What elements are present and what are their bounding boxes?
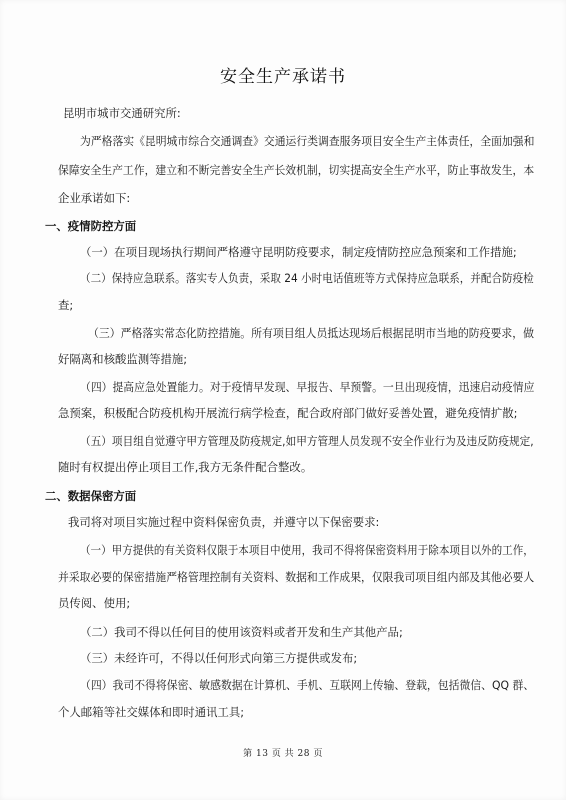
data-security-intro: 我司将对项目实施过程中资料保密负责，并遵守以下保密要求:: [68, 515, 380, 529]
epidemic-item-5-line-1: （五）项目组自觉遵守甲方管理及防疫规定,如甲方管理人员发现不安全作业行为及违反防疫规定,: [80, 434, 534, 448]
data-item-1-line-3: 员传阅、使用;: [58, 596, 131, 610]
epidemic-item-3-line-2: 好隔离和核酸监测等措施;: [58, 352, 188, 366]
epidemic-item-2-line-2: 查;: [58, 298, 74, 312]
intro-line-1: 为严格落实《昆明城市综合交通调查》交通运行类调查服务项目安全生产主体责任，全面加强和: [80, 134, 535, 148]
data-item-1-line-2: 并采取必要的保密措施严格管理控制有关资料、数据和工作成果，仅限我司项目组内部及其他必要人: [58, 570, 535, 584]
data-item-4-line-2: 个人邮箱等社交媒体和即时通讯工具;: [58, 705, 245, 719]
epidemic-item-1-line-1: （一）在项目现场执行期间严格遵守昆明防疫要求，制定疫情防控应急预案和工作措施;: [80, 245, 517, 259]
intro-line-3: 企业承诺如下:: [58, 191, 131, 205]
page-title: 安全生产承诺书: [220, 67, 346, 87]
page-number-footer: 第 13 页 共 28 页: [243, 749, 323, 759]
epidemic-item-4-line-1: （四）提高应急处置能力。对于疫情早发现、早报告、早预警。一旦出现疫情，迅速启动疫情应: [80, 380, 535, 394]
intro-line-2: 保障安全生产工作，建立和不断完善安全生产长效机制，切实提高安全生产水平，防止事故发生，本: [58, 163, 535, 177]
data-item-3-line-1: （三）未经许可，不得以任何形式向第三方提供或发布;: [80, 651, 358, 665]
section-heading-epidemic: 一、疫情防控方面: [45, 219, 137, 233]
epidemic-item-4-line-2: 急预案，积极配合防疫机构开展流行病学检查，配合政府部门做好妥善处置，避免疫情扩散;: [58, 406, 518, 420]
addressee: 昆明市城市交通研究所:: [63, 106, 181, 120]
epidemic-item-3-line-1: （三）严格落实常态化防控措施。所有项目组人员抵达现场后根据昆明市当地的防疫要求，做: [88, 326, 535, 340]
epidemic-item-2-line-1: （二）保持应急联系。落实专人负责，采取 24 小时电话值班等方式保持应急联系，并配合防疫检: [80, 271, 534, 285]
section-heading-data-security: 二、数据保密方面: [45, 489, 137, 503]
data-item-2-line-1: （二）我司不得以任何目的使用该资料或者开发和生产其他产品;: [80, 625, 403, 639]
data-item-4-line-1: （四）我司不得将保密、敏感数据在计算机、手机、互联网上传输、登载，包括微信、QQ 群、: [80, 678, 535, 692]
data-item-1-line-1: （一）甲方提供的有关资料仅限于本项目中使用，我司不得将保密资料用于除本项目以外的工作，: [80, 543, 534, 557]
epidemic-item-5-line-2: 随时有权提出停止项目工作,我方无条件配合整改。: [58, 460, 313, 474]
